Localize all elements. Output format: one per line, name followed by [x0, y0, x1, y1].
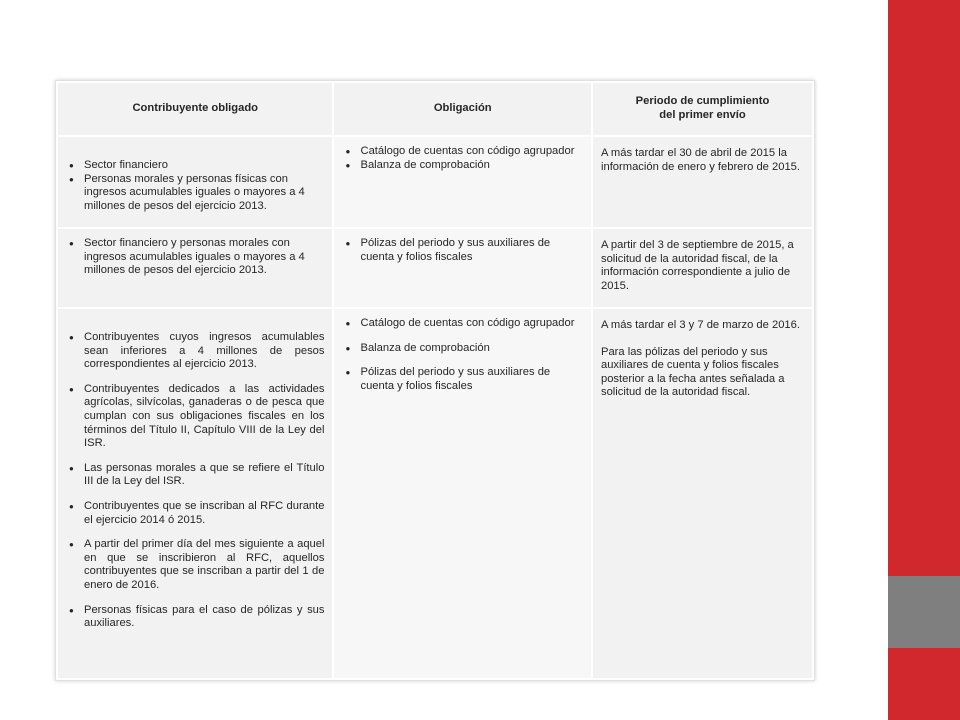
list-item: ● Balanza de comprobación	[360, 342, 583, 356]
cell-text: A más tardar el 30 de abril de 2015 la información de enero y febrero de 2015.	[600, 147, 800, 173]
table-row	[58, 309, 812, 678]
cell-obligacion	[334, 309, 591, 678]
obligations-table-container	[55, 80, 815, 681]
cell-obligacion	[334, 137, 591, 227]
list-item: ● Pólizas del periodo y sus auxiliares de cuenta y folios fiscales	[360, 366, 583, 393]
list-item: ● Sector financiero y personas morales con ingresos acumulables iguales o mayores a 4 millones de pesos del ejercicio 2013.	[84, 237, 324, 278]
cell-contribuyente	[58, 137, 332, 227]
list-item: ● Personas físicas para el caso de pólizas y sus auxiliares.	[84, 604, 324, 631]
cell-text: A partir del 3 de septiembre de 2015, a solicitud de la autoridad fiscal, de la información correspondiente a julio de 2015.	[600, 239, 794, 292]
cell-periodo	[593, 137, 812, 227]
list-item: ● Catálogo de cuentas con código agrupador	[360, 317, 583, 331]
header-periodo-line1: Periodo de cumplimiento	[635, 95, 770, 108]
side-bar-red-top	[888, 0, 960, 576]
list-item: ● Pólizas del periodo y sus auxiliares de cuenta y folios fiscales	[360, 237, 583, 264]
list-item: ● Contribuyentes que se inscriban al RFC durante el ejercicio 2014 ó 2015.	[84, 500, 324, 527]
cell-text: A más tardar el 3 y 7 de marzo de 2016.	[600, 319, 800, 331]
list-item: ● A partir del primer día del mes siguiente a aquel en que se inscribieron al RFC, aquellos contribuyentes que se inscriban a partir del 1 de enero de 2016.	[84, 538, 324, 592]
header-periodo	[593, 83, 812, 135]
list-item: ● Personas morales y personas físicas con ingresos acumulables iguales o mayores a 4 millones de pesos del ejercicio 2013.	[84, 173, 324, 214]
list-item: ● Sector financiero	[84, 159, 324, 173]
table-row	[58, 137, 812, 227]
cell-contribuyente	[58, 309, 332, 678]
cell-periodo	[593, 229, 812, 307]
list-item: ● Contribuyentes cuyos ingresos acumulables sean inferiores a 4 millones de pesos correspondientes al ejercicio 2013.	[84, 331, 324, 372]
obligations-table	[56, 81, 814, 680]
cell-text: Para las pólizas del periodo y sus auxiliares de cuenta y folios fiscales posterior a la fecha antes señalada a solicitud de la autoridad fiscal.	[600, 345, 785, 399]
cell-periodo	[593, 309, 812, 678]
cell-contribuyente	[58, 229, 332, 307]
table-header-row	[58, 83, 812, 135]
list-item: ● Las personas morales a que se refiere el Título III de la Ley del ISR.	[84, 462, 324, 489]
cell-obligacion	[334, 229, 591, 307]
header-periodo-line2: del primer envío	[659, 109, 746, 121]
side-bar-gray	[888, 576, 960, 648]
header-contribuyente: Contribuyente obligado	[58, 83, 332, 135]
table-row	[58, 229, 812, 307]
header-obligacion: Obligación	[334, 83, 591, 135]
list-item: ● Contribuyentes dedicados a las actividades agrícolas, silvícolas, ganaderas o de pesca que cumplan con sus obligaciones fiscales en los términos del Título II, Capítulo VIII de la Ley del ISR.	[84, 383, 324, 451]
list-item: ● Balanza de comprobación	[360, 159, 583, 173]
list-item: ● Catálogo de cuentas con código agrupador	[360, 145, 583, 159]
side-bar-red-bottom	[888, 648, 960, 720]
